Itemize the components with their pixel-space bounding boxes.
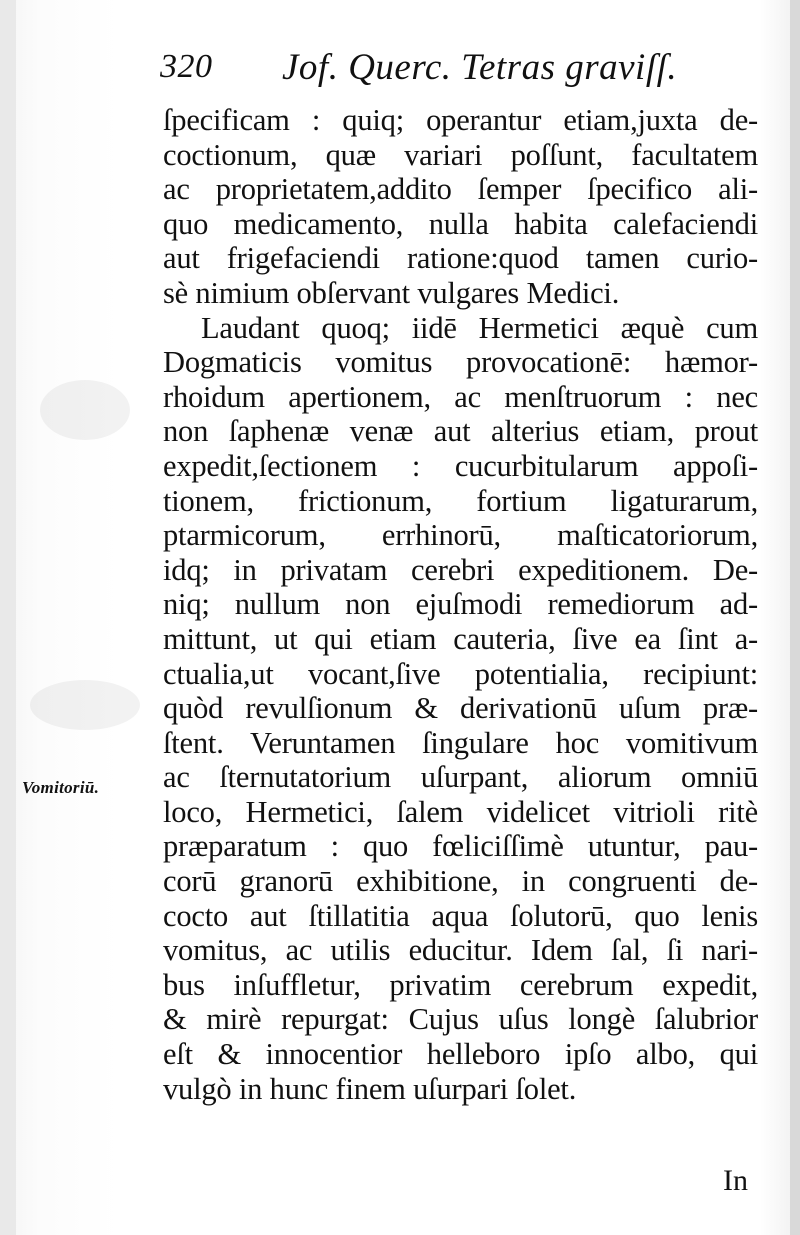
text-line: vulgò in hunc finem uſurpari ſolet. — [163, 1071, 577, 1106]
text-line: coctionum, quæ variari poſſunt, facultatem — [163, 137, 758, 172]
print-smudge — [40, 380, 130, 440]
print-smudge — [30, 680, 140, 730]
text-line: niq; nullum non ejuſmodi remediorum ad- — [163, 587, 758, 622]
text-line: Dogmaticis vomitus provocationē: hæmor- — [163, 345, 758, 380]
text-line: quo medicamento, nulla habita calefaciendi — [163, 206, 758, 241]
text-line: ctualia,ut vocant,ſive potentialia, recipiunt: — [163, 656, 758, 691]
text-line: idq; in privatam cerebri expeditionem. De- — [163, 552, 758, 587]
page-number: 320 — [160, 48, 213, 85]
text-line: Laudant quoq; iidē Hermetici æquè cum — [201, 310, 758, 345]
text-line: non ſaphenæ venæ aut alterius etiam, prout — [163, 414, 758, 449]
text-line: corū granorū exhibitione, in congruenti de- — [163, 864, 758, 899]
text-line: vomitus, ac utilis educitur. Idem ſal, ſi nari- — [163, 933, 758, 968]
marginal-note: Vomitoriū. — [22, 778, 100, 797]
text-line: ſpecificam : quiq; operantur etiam,juxta de- — [163, 103, 758, 137]
text-block — [163, 103, 758, 1106]
text-line: eſt & innocentior helleboro ipſo albo, qui — [163, 1037, 758, 1072]
text-line: mittunt, ut qui etiam cauteria, ſive ea ſint a- — [163, 621, 758, 656]
page-left-shadow — [0, 0, 16, 1235]
text-line: sè nimium obſervant vulgares Medici. — [163, 275, 620, 310]
text-line: ſtent. Veruntamen ſingulare hoc vomitivum — [163, 725, 758, 760]
text-line: expedit,ſectionem : cucurbitularum appoſi- — [163, 448, 758, 483]
running-header — [160, 44, 720, 94]
text-line: cocto aut ſtillatitia aqua ſolutorū, quo lenis — [163, 898, 758, 933]
running-title: Jof. Querc. Tetras graviſſ. — [282, 47, 678, 88]
text-line: ptarmicorum, errhinorū, maſticatoriorum, — [163, 518, 758, 553]
text-line: aut frigefaciendi ratione:quod tamen curio- — [163, 241, 758, 276]
text-line: rhoidum apertionem, ac menſtruorum : nec — [163, 379, 758, 414]
text-line: tionem, frictionum, fortium ligaturarum, — [163, 483, 758, 518]
text-line: & mirè repurgat: Cujus uſus longè ſalubrior — [163, 1002, 758, 1037]
text-line: quòd revulſionum & derivationū uſum præ- — [163, 691, 758, 726]
text-line: ac proprietatem,addito ſemper ſpecifico ali- — [163, 172, 758, 207]
text-line: loco, Hermetici, ſalem videlicet vitrioli ritè — [163, 794, 758, 829]
page-right-shadow — [790, 0, 800, 1235]
text-line: ac ſternutatorium uſurpant, aliorum omniū — [163, 760, 758, 795]
text-line: bus inſuffletur, privatim cerebrum expedit, — [163, 967, 758, 1002]
text-line: præparatum : quo fœliciſſimè utuntur, pau- — [163, 829, 758, 864]
catchword: In — [723, 1164, 748, 1197]
